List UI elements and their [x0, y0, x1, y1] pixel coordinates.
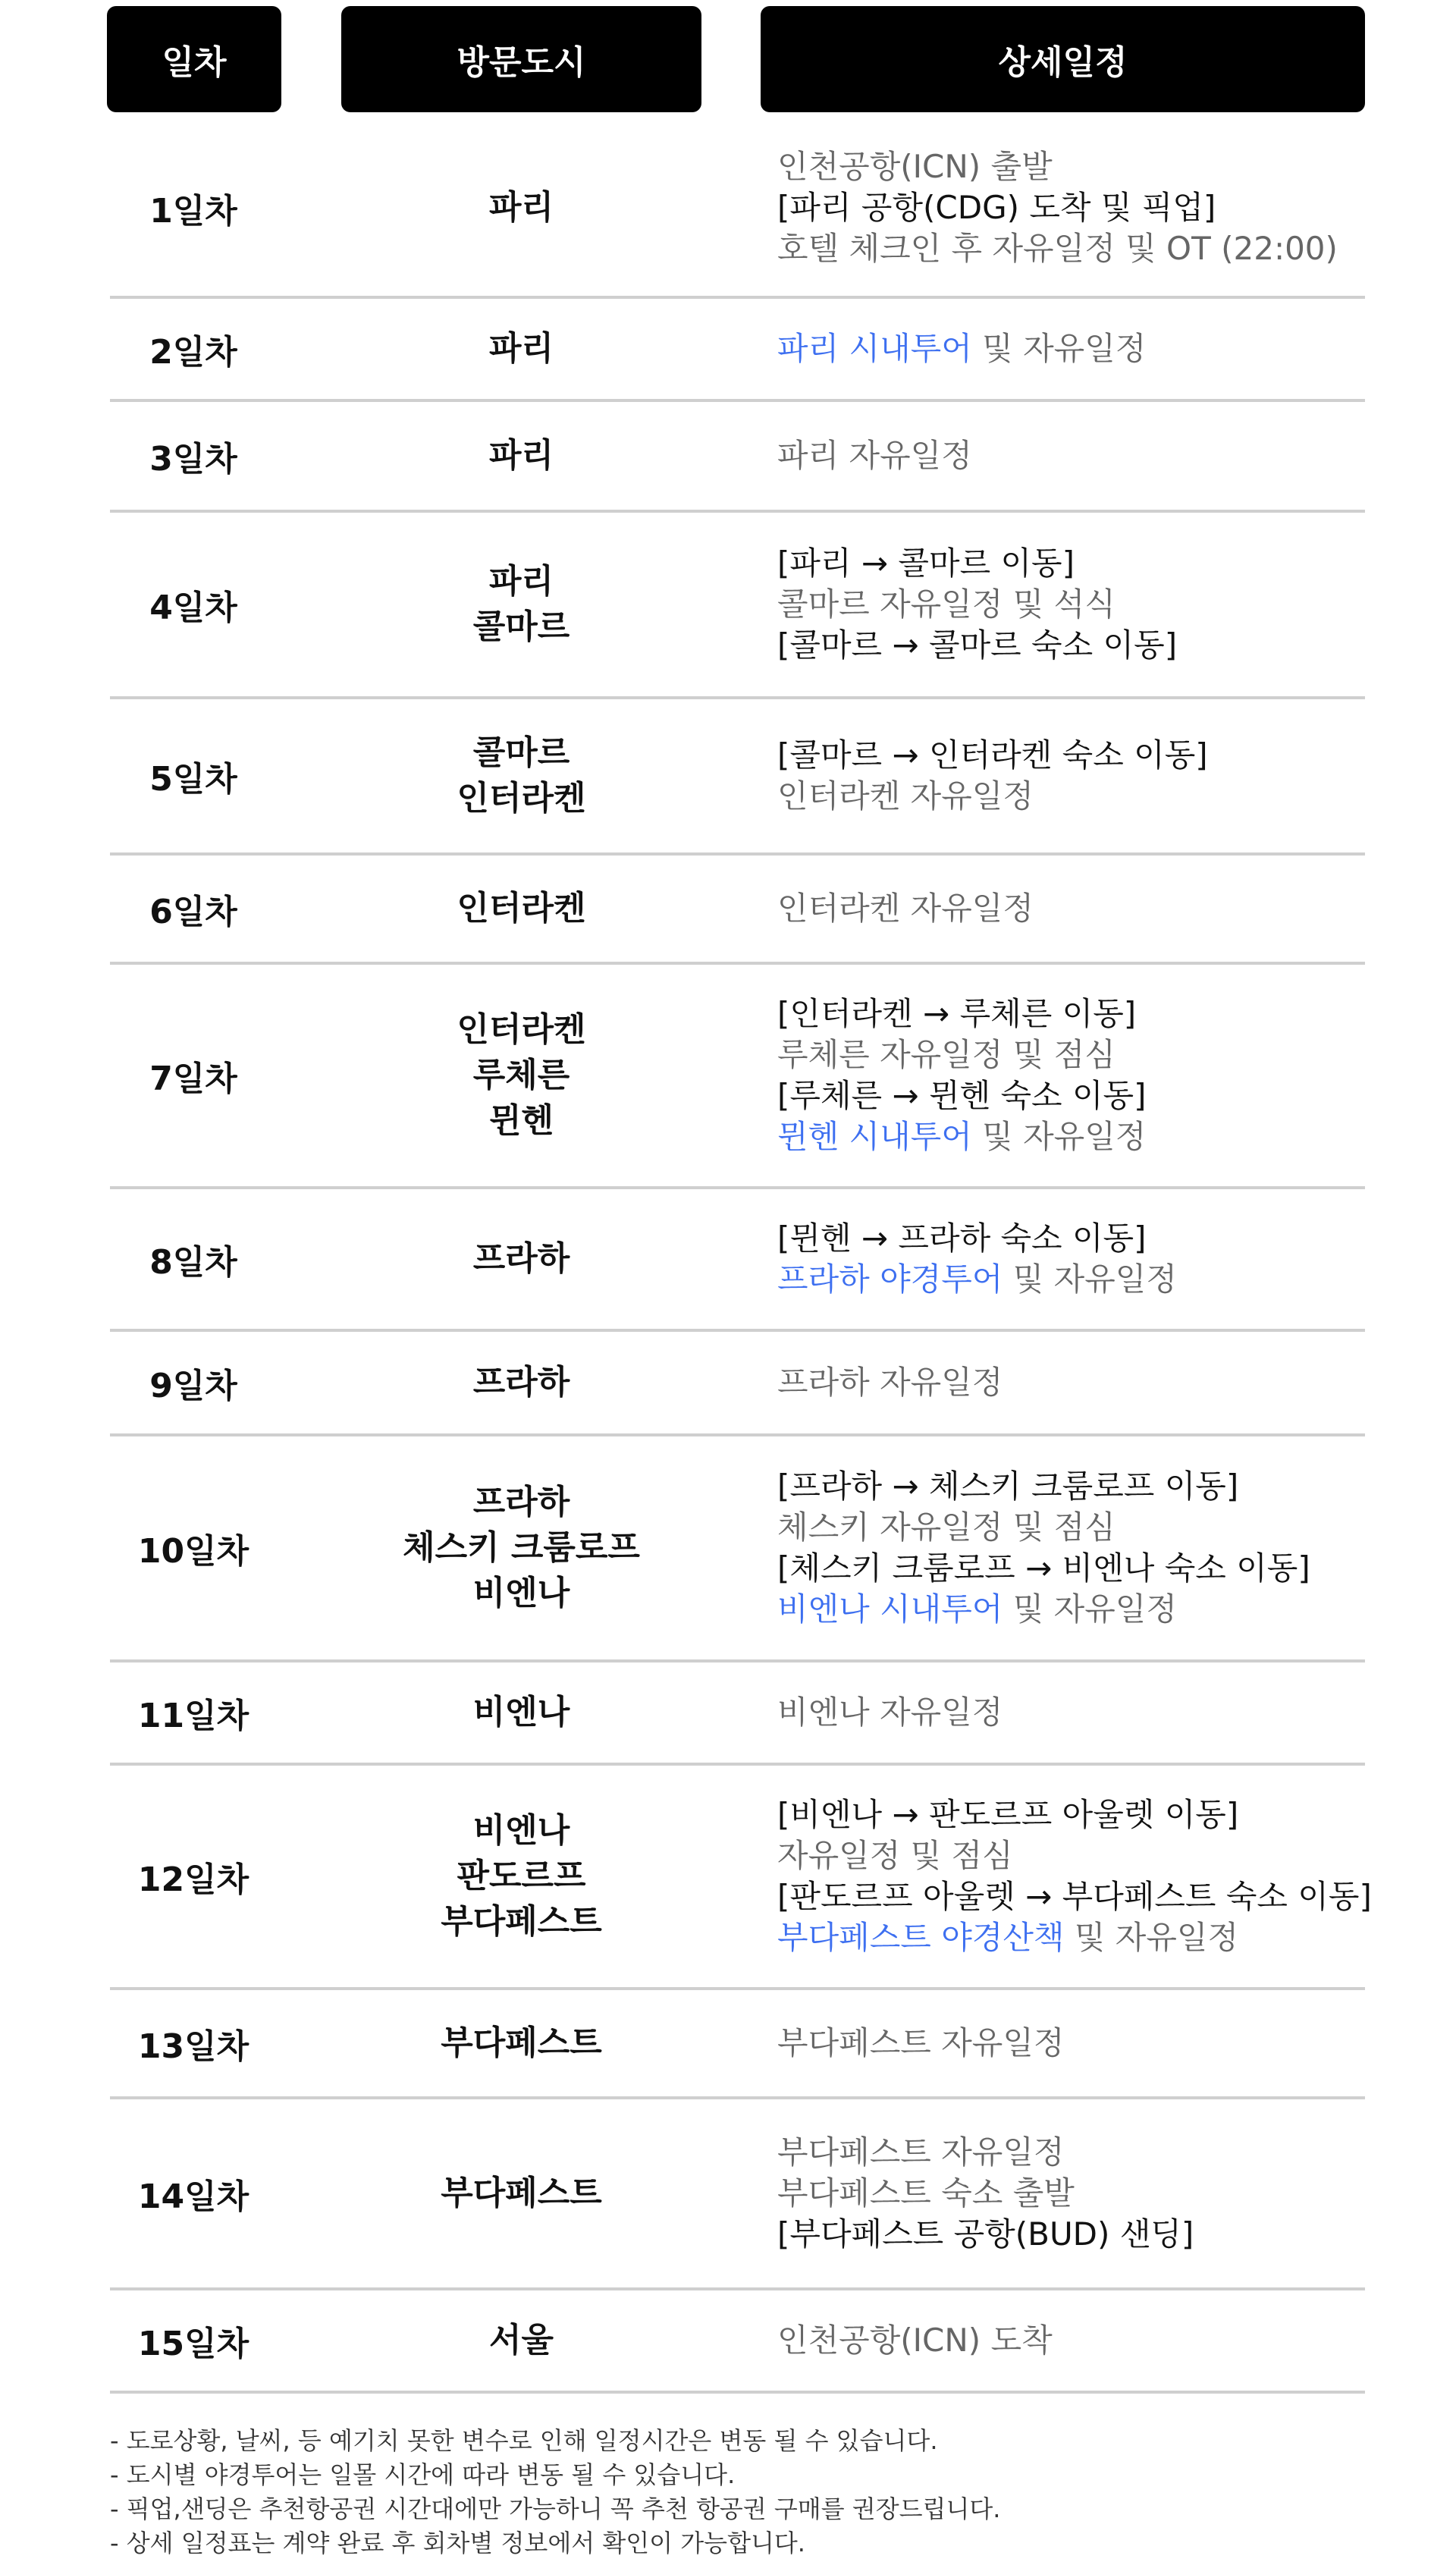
city-name: 비엔나 [472, 1574, 570, 1612]
detail-line [777, 1835, 1369, 1876]
city-name: 인터라켄 [457, 779, 586, 818]
city-cell [341, 1236, 701, 1282]
detail-line [777, 994, 1369, 1035]
detail-line [777, 1259, 1369, 1300]
day-cell: 12일차 [137, 1860, 249, 1899]
day-cell: 3일차 [149, 440, 237, 479]
detail-cell [777, 1362, 1369, 1403]
note-item: - 픽업,샌딩은 추천항공권 시간대에만 가능하니 꼭 추천 항공권 구매를 권장드립니다. [110, 2494, 1001, 2523]
detail-text: [콜마르 → 인터라켄 숙소 이동] [777, 736, 1208, 774]
day-cell: 8일차 [149, 1243, 237, 1282]
detail-line [777, 328, 1369, 369]
detail-line [777, 1218, 1369, 1259]
city-name: 파리 [488, 188, 554, 227]
detail-line [777, 776, 1369, 817]
table-row [110, 856, 1365, 965]
city-cell [341, 886, 701, 931]
detail-line [777, 1075, 1369, 1116]
detail-line [777, 1507, 1369, 1548]
city-name: 비엔나 [472, 1811, 570, 1850]
detail-line [777, 1794, 1369, 1835]
detail-text: 호텔 체크인 후 자유일정 및 OT (22:00) [777, 230, 1338, 267]
city-name: 서울 [488, 2321, 554, 2359]
table-row [110, 1332, 1365, 1436]
city-cell [341, 730, 701, 821]
detail-text: 인터라켄 자유일정 [777, 777, 1034, 815]
city-cell [341, 433, 701, 479]
detail-text: 체스키 자유일정 및 점심 [777, 1509, 1116, 1546]
table-row [110, 1990, 1365, 2099]
city-name: 인터라켄 [457, 1010, 586, 1049]
detail-line [777, 1116, 1369, 1157]
day-cell: 15일차 [137, 2325, 249, 2363]
detail-line [777, 584, 1369, 625]
city-name: 판도르프 [457, 1857, 586, 1895]
table-row [110, 402, 1365, 513]
city-cell [341, 1690, 701, 1735]
detail-cell [777, 146, 1369, 269]
day-cell: 5일차 [149, 760, 237, 799]
detail-line [777, 1692, 1369, 1733]
detail-cell [777, 1466, 1369, 1630]
detail-text: [비엔나 → 판도르프 아울렛 이동] [777, 1796, 1239, 1833]
city-name: 파리 [488, 329, 554, 368]
city-name: 콜마르 [472, 608, 570, 646]
detail-cell [777, 994, 1369, 1157]
detail-line [777, 1876, 1372, 1917]
detail-cell [777, 735, 1369, 817]
city-name: 루체른 [472, 1056, 570, 1094]
note-item: - 상세 일정표는 계약 완료 후 회차별 정보에서 확인이 가능합니다. [110, 2529, 805, 2557]
detail-text: 인천공항(ICN) 출발 [777, 148, 1053, 185]
detail-text: 자유일정 및 점심 [777, 1837, 1013, 1874]
detail-line [777, 187, 1369, 228]
detail-text: 및 자유일정 [1064, 1919, 1239, 1956]
detail-text: 및 자유일정 [971, 1118, 1147, 1155]
detail-line [777, 543, 1369, 584]
table-row [110, 120, 1365, 299]
detail-line [777, 625, 1369, 666]
detail-line [777, 1917, 1369, 1958]
table-row [110, 299, 1365, 402]
itinerary-table [110, 120, 1372, 2394]
detail-text: [콜마르 → 콜마르 숙소 이동] [777, 626, 1178, 664]
detail-text: 인천공항(ICN) 도착 [777, 2322, 1053, 2359]
detail-cell [777, 328, 1369, 369]
tour-highlight: 부다페스트 야경산책 [777, 1919, 1065, 1956]
detail-cell [777, 2320, 1369, 2361]
detail-cell [777, 888, 1369, 929]
detail-line [777, 2132, 1369, 2173]
tour-highlight: 파리 시내투어 [777, 330, 972, 367]
detail-cell [777, 2132, 1369, 2255]
city-cell [341, 2171, 701, 2216]
detail-line [777, 2214, 1369, 2255]
detail-cell [777, 435, 1369, 476]
city-cell [341, 559, 701, 650]
city-name: 프라하 [472, 1483, 570, 1521]
detail-line [777, 1035, 1369, 1075]
detail-cell [777, 1794, 1372, 1958]
detail-text: [파리 → 콜마르 이동] [777, 545, 1075, 582]
header-day: 일차 [107, 6, 281, 112]
detail-line [777, 1362, 1369, 1403]
city-name: 콜마르 [472, 733, 570, 772]
detail-line [777, 1589, 1369, 1630]
city-cell [341, 2020, 701, 2066]
header-detail: 상세일정 [761, 6, 1365, 112]
day-cell: 4일차 [149, 589, 237, 627]
day-cell: 9일차 [149, 1367, 237, 1405]
detail-cell [777, 1692, 1369, 1733]
city-cell [341, 1808, 701, 1945]
tour-highlight: 프라하 야경투어 [777, 1261, 1003, 1298]
detail-line [777, 1466, 1369, 1507]
day-cell: 2일차 [149, 333, 237, 372]
detail-text: 파리 자유일정 [777, 437, 972, 474]
detail-text: [판도르프 아울렛 → 부다페스트 숙소 이동] [777, 1878, 1372, 1915]
detail-text: [프라하 → 체스키 크룸로프 이동] [777, 1468, 1239, 1505]
detail-text: 콜마르 자유일정 및 석식 [777, 586, 1116, 623]
city-cell [341, 1007, 701, 1144]
table-row [110, 2099, 1365, 2290]
city-name: 부다페스트 [441, 2174, 602, 2212]
detail-text: 부다페스트 자유일정 [777, 2133, 1065, 2171]
day-cell: 1일차 [149, 192, 237, 231]
day-cell: 7일차 [149, 1060, 237, 1098]
detail-line [777, 888, 1369, 929]
city-name: 인터라켄 [457, 889, 586, 928]
city-name: 뮌헨 [488, 1101, 554, 1140]
detail-cell [777, 543, 1369, 666]
note-item: - 도로상황, 날씨, 등 예기치 못한 변수로 인해 일정시간은 변동 될 수 있습니다. [110, 2426, 938, 2455]
detail-line [777, 1548, 1369, 1589]
header-city: 방문도시 [341, 6, 701, 112]
city-name: 비엔나 [472, 1693, 570, 1732]
detail-text: 인터라켄 자유일정 [777, 890, 1034, 927]
detail-line [777, 435, 1369, 476]
day-cell: 10일차 [137, 1532, 249, 1571]
detail-line [777, 2320, 1369, 2361]
day-cell: 11일차 [137, 1697, 249, 1735]
table-row [110, 1766, 1372, 1990]
city-cell [341, 1480, 701, 1616]
detail-text: 및 자유일정 [971, 330, 1147, 367]
city-name: 부다페스트 [441, 1902, 602, 1941]
tour-highlight: 뮌헨 시내투어 [777, 1118, 972, 1155]
detail-line [777, 146, 1369, 187]
city-name: 부다페스트 [441, 2024, 602, 2062]
city-cell [341, 185, 701, 231]
day-cell: 14일차 [137, 2177, 249, 2216]
detail-text: [파리 공항(CDG) 도착 및 픽업] [777, 189, 1216, 226]
detail-text: 부다페스트 숙소 출발 [777, 2174, 1075, 2212]
detail-text: 부다페스트 자유일정 [777, 2024, 1065, 2061]
table-row [110, 965, 1365, 1189]
notes [110, 2424, 1365, 2560]
detail-line [777, 735, 1369, 776]
city-name: 프라하 [472, 1239, 570, 1278]
table-row [110, 1436, 1365, 1662]
tour-highlight: 비엔나 시내투어 [777, 1590, 1003, 1628]
detail-text: [부다페스트 공항(BUD) 샌딩] [777, 2215, 1194, 2253]
detail-text: 및 자유일정 [1003, 1590, 1177, 1628]
city-cell [341, 326, 701, 372]
table-row [110, 699, 1365, 856]
city-name: 파리 [488, 436, 554, 475]
detail-line [777, 2023, 1369, 2064]
table-row [110, 1189, 1365, 1332]
table-row [110, 1662, 1365, 1766]
city-cell [341, 2318, 701, 2363]
city-name: 프라하 [472, 1363, 570, 1402]
detail-text: 및 자유일정 [1003, 1261, 1177, 1298]
day-cell: 13일차 [137, 2027, 249, 2066]
city-cell [341, 1360, 701, 1405]
city-name: 파리 [488, 562, 554, 601]
detail-text: [체스키 크룸로프 → 비엔나 숙소 이동] [777, 1549, 1310, 1587]
detail-text: 비엔나 자유일정 [777, 1694, 1003, 1731]
detail-text: [인터라켄 → 루체른 이동] [777, 995, 1137, 1032]
detail-cell [777, 2023, 1369, 2064]
city-name: 체스키 크룸로프 [403, 1528, 640, 1567]
note-item: - 도시별 야경투어는 일몰 시간에 따라 변동 될 수 있습니다. [110, 2460, 736, 2489]
detail-text: [루체른 → 뮌헨 숙소 이동] [777, 1077, 1147, 1114]
detail-line [777, 228, 1369, 269]
detail-text: [뮌헨 → 프라하 숙소 이동] [777, 1220, 1147, 1257]
detail-text: 루체른 자유일정 및 점심 [777, 1036, 1116, 1073]
table-row [110, 513, 1365, 699]
table-row [110, 2290, 1365, 2394]
day-cell: 6일차 [149, 893, 237, 931]
detail-text: 프라하 자유일정 [777, 1364, 1003, 1401]
detail-cell [777, 1218, 1369, 1300]
detail-line [777, 2173, 1369, 2214]
